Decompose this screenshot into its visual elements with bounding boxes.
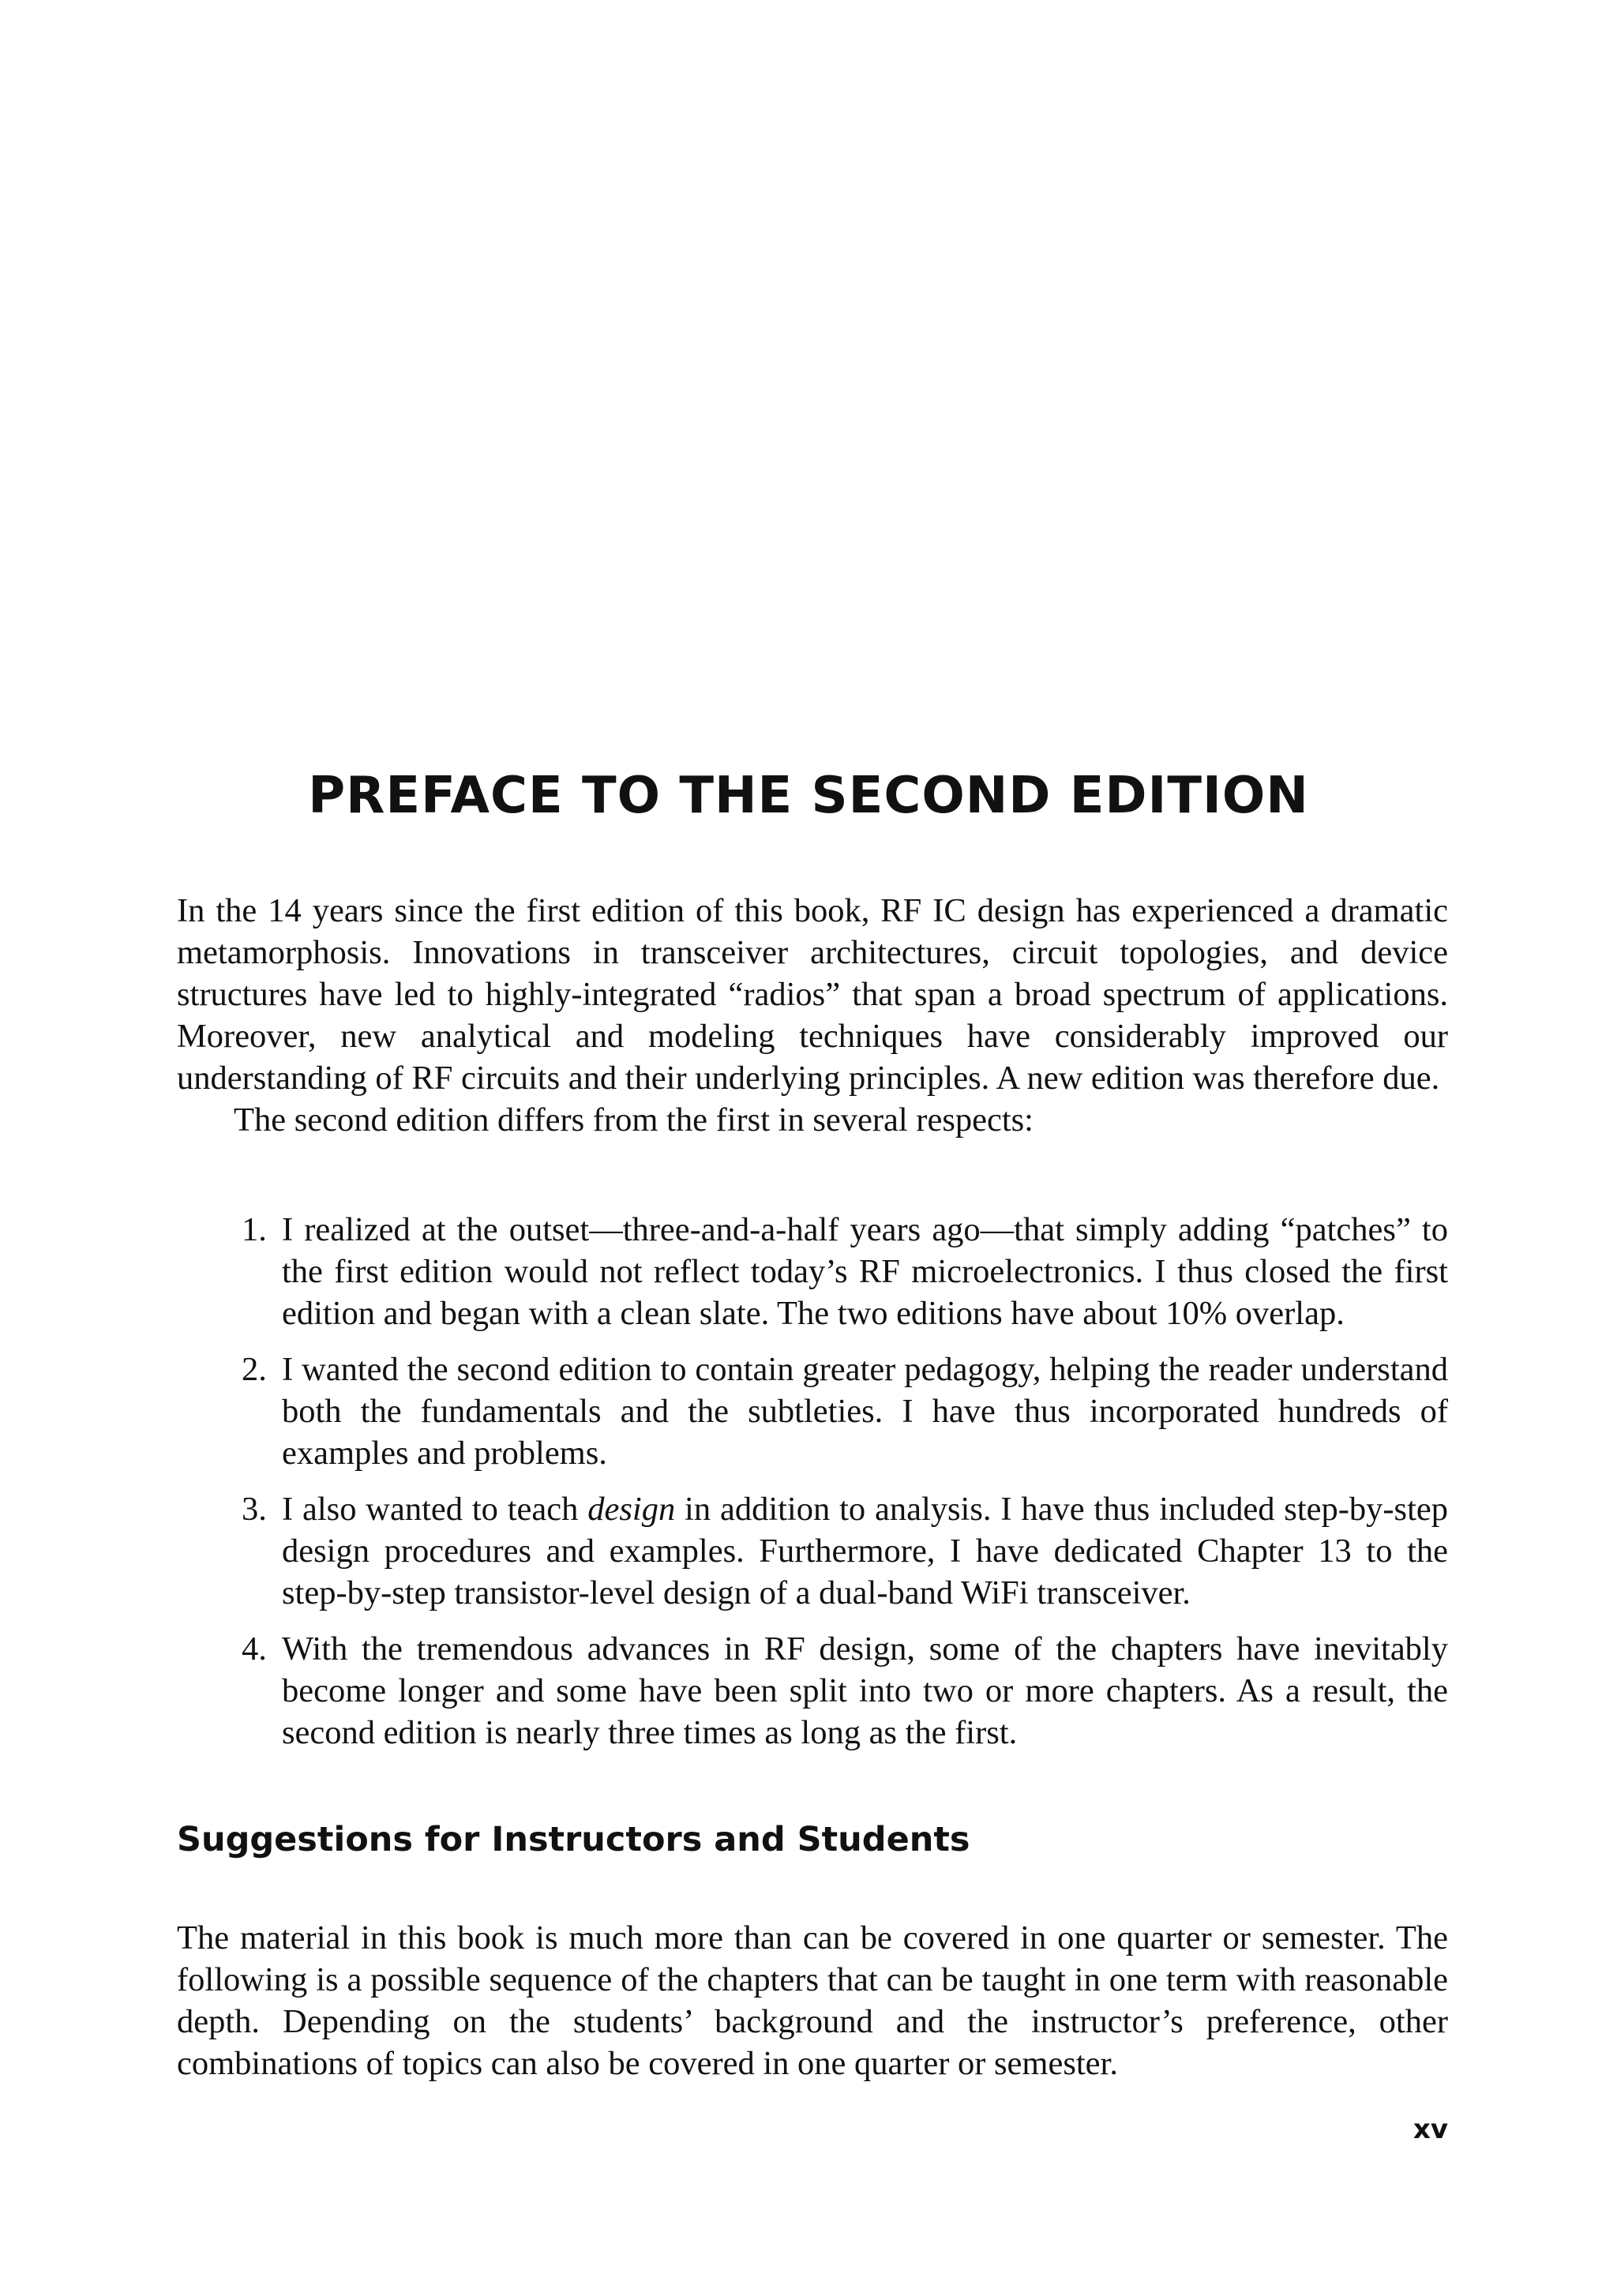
list-item [177,1628,1448,1754]
list-item [177,1488,1448,1614]
list-item-text-start: I also wanted to teach [282,1491,588,1528]
intro-list-lead: The second edition differs from the first in several respects: [234,1101,1034,1139]
list-item-text: With the tremendous advances in RF design, some of the chapters have inevitably become longer and some have been split into two or more chapters. As a result, the second edition is nearly three times as long as the first. [282,1630,1448,1751]
list-item-text: I realized at the outset—three-and-a-half years ago—that simply adding “patches” to the first edition would not reflect today’s RF microelectronics. I thus closed the first edition and began with a clean slate. The two editions have about 10% overlap. [282,1211,1448,1332]
list-item-number: 1. [242,1211,267,1248]
list-item [177,1349,1448,1474]
numbered-list [177,1209,1448,1768]
list-item [177,1209,1448,1334]
list-item-number: 2. [242,1351,267,1388]
section-paragraph: The material in this book is much more than can be covered in one quarter or semester. The following is a possible sequence of the chapters that can be taught in one term with reasonable depth. Depending on the students’ background and the instructor’s preference, other combinations of topics can also be covered in one quarter or semester. [177,1919,1448,2082]
list-item-number: 3. [242,1491,267,1528]
list-item-emphasis: design [587,1491,676,1528]
section-text [177,1917,1448,2084]
list-item-text-end: in addition to analysis. I have thus included step-by-step design procedures and examples. Furthermore, I have dedicated Chapter 13 to the step-by-step transistor-level design of a dual-band WiFi transceiver. [282,1491,1449,1611]
list-item-text: I wanted the second edition to contain greater pedagogy, helping the reader understand both the fundamentals and the subtleties. I have thus incorporated hundreds of examples and problems. [282,1351,1448,1472]
page-title: PREFACE TO THE SECOND EDITION [308,767,1309,825]
intro-text [177,890,1448,1141]
page-number: xv [1413,2114,1448,2145]
section-heading: Suggestions for Instructors and Students [177,1820,970,1859]
list-item-number: 4. [242,1630,267,1668]
intro-paragraph: In the 14 years since the first edition of this book, RF IC design has experienced a dramatic metamorphosis. Innovations in transceiver architectures, circuit topologies, and device structures have led to highly-integrated “radios” that span a broad spectrum of applications. Moreover, new analytical and modeling techniques have considerably improved our understanding of RF circuits and their underlying principles. A new edition was therefore due. [177,892,1448,1097]
